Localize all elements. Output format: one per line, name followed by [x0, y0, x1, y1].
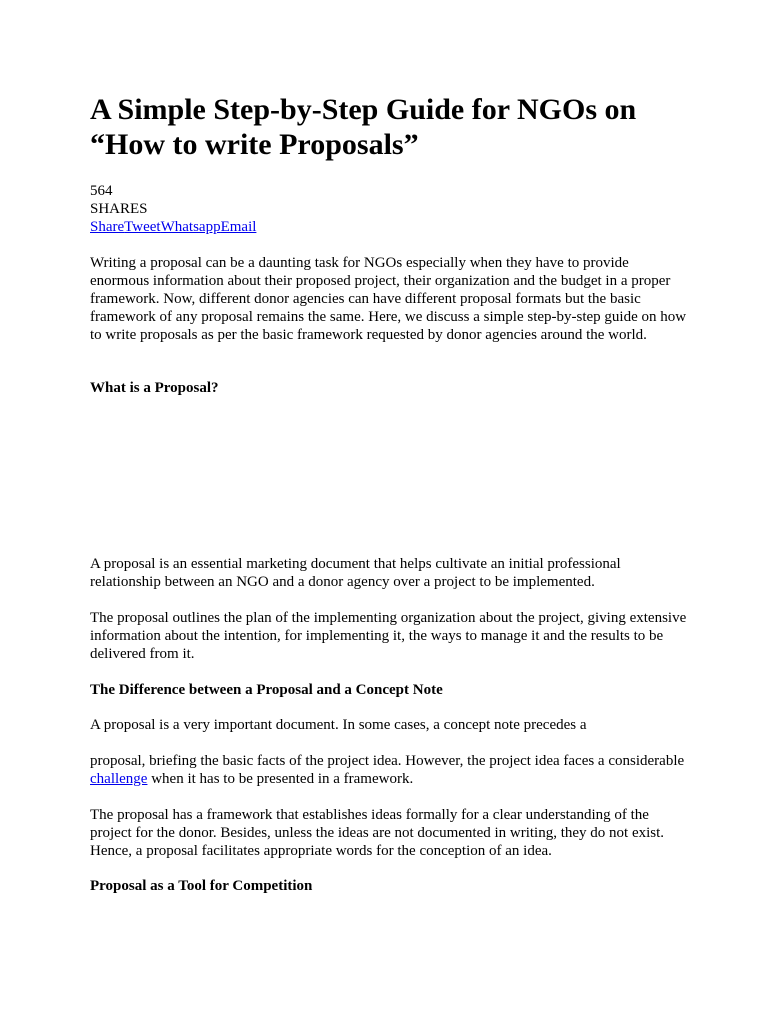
whatsapp-link[interactable]: Whatsapp	[160, 219, 221, 235]
paragraph-concept-note-detail	[90, 752, 690, 788]
share-links	[90, 218, 690, 236]
share-count: 564	[90, 183, 113, 199]
paragraph-proposal-definition: A proposal is an essential marketing document that helps cultivate an initial professional relationship between an NGO and a donor agency over a project to be implemented.	[90, 556, 621, 590]
email-link[interactable]: Email	[220, 219, 257, 235]
section-heading-difference: The Difference between a Proposal and a Concept Note	[90, 682, 443, 698]
section-heading-what-is-proposal: What is a Proposal?	[90, 380, 219, 396]
share-label: SHARES	[90, 201, 148, 217]
paragraph-text-end: when it has to be presented in a framework.	[147, 771, 414, 787]
paragraph-proposal-outline: The proposal outlines the plan of the implementing organization about the project, giving extensive information about the intention, for implementing it, the ways to manage it and the results to be delivered from it.	[90, 610, 687, 662]
challenge-link[interactable]: challenge	[90, 771, 148, 787]
paragraph-concept-note-intro: A proposal is a very important document. In some cases, a concept note precedes a	[90, 717, 587, 733]
intro-paragraph: Writing a proposal can be a daunting task for NGOs especially when they have to provide enormous information about their proposed project, their organization and the budget in a proper framework. Now, different donor agencies can have different proposal formats but the basic framework of any proposal remains the same. Here, we discuss a simple step-by-step guide on how to write proposals as per the basic framework requested by donor agencies around the world.	[90, 255, 687, 343]
share-link[interactable]: Share	[90, 219, 125, 235]
paragraph-framework: The proposal has a framework that establishes ideas formally for a clear understanding of the project for the donor. Besides, unless the ideas are not documented in writing, they do not exist. Hence, a proposal facilitates appropriate words for the conception of an idea.	[90, 807, 665, 859]
section-heading-competition: Proposal as a Tool for Competition	[90, 878, 313, 894]
paragraph-text-start: proposal, briefing the basic facts of the project idea. However, the project idea faces a considerable	[90, 753, 685, 769]
article-title: A Simple Step-by-Step Guide for NGOs on “How to write Proposals”	[90, 93, 637, 161]
tweet-link[interactable]: Tweet	[124, 219, 161, 235]
